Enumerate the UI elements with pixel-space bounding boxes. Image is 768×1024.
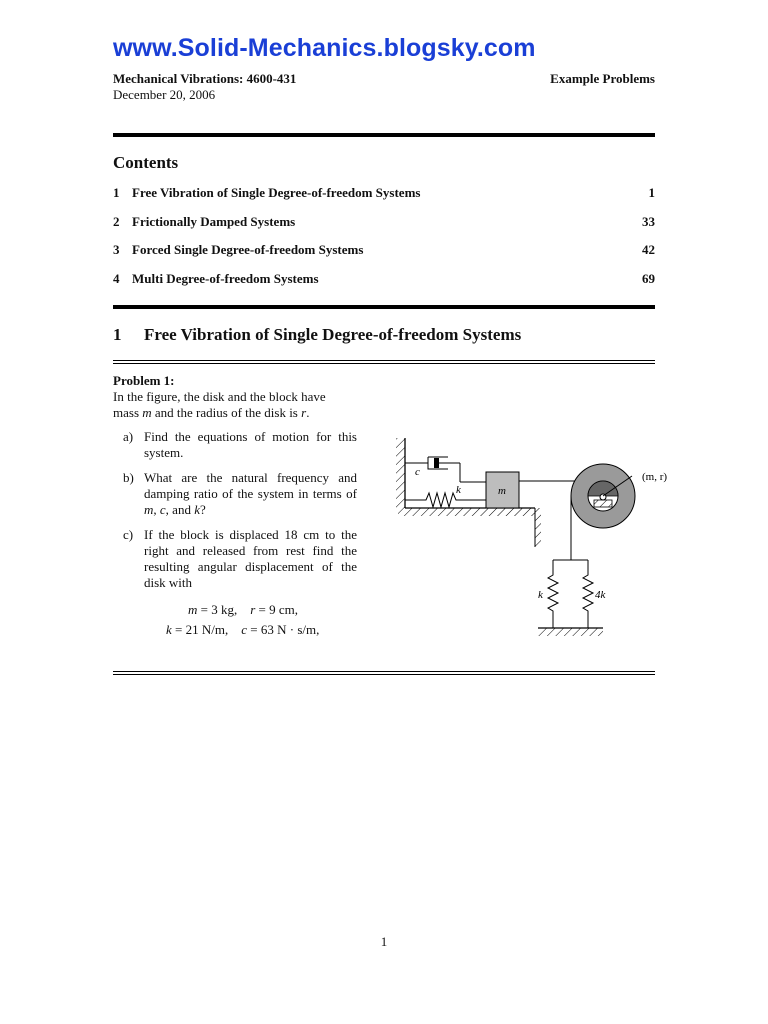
problem-item-b: [123, 470, 357, 518]
toc-entry-title: Forced Single Degree-of-freedom Systems: [132, 242, 364, 257]
spring-label: k: [456, 484, 461, 496]
problem-end-rule: [113, 671, 655, 675]
spring-right-label: 4k: [595, 589, 606, 601]
disk-pivot-support: [594, 500, 612, 507]
header-rule: [113, 133, 655, 137]
problem-intro-line-2: mass m and the radius of the disk is r.: [113, 405, 310, 420]
damper-label: c: [415, 466, 420, 478]
toc-entry-page: 33: [642, 214, 655, 229]
toc-entry-number: 2: [113, 214, 120, 229]
ground-floor: [398, 508, 541, 547]
given-values-line-2: k = 21 N/m, c = 63 N · s/m,: [166, 622, 320, 637]
bottom-ground: [538, 628, 603, 636]
item-label: b): [123, 470, 134, 485]
toc-entry-page: 1: [648, 185, 655, 200]
spring-right-vertical: [583, 560, 593, 628]
spring-left-label: k: [538, 589, 543, 601]
problem-item-c: [123, 527, 357, 591]
toc-entry-number: 3: [113, 242, 120, 257]
toc-entry-number: 4: [113, 271, 120, 286]
toc-entry-4[interactable]: [113, 271, 655, 287]
section-number: 1: [113, 325, 122, 344]
disk-label: (m, r): [642, 471, 668, 483]
site-title[interactable]: www.Solid-Mechanics.blogsky.com: [113, 34, 536, 62]
mass-label: m: [498, 485, 506, 497]
problem-label: Problem 1:: [113, 373, 175, 388]
spring-horizontal: [405, 482, 486, 507]
contents-rule: [113, 305, 655, 309]
toc-entry-page: 69: [642, 271, 655, 286]
contents-title: Contents: [113, 153, 179, 172]
spring-left-vertical: [548, 560, 558, 628]
document-type: Example Problems: [550, 71, 655, 86]
toc-entry-number: 1: [113, 185, 120, 200]
damper: [405, 457, 460, 482]
item-label: c): [123, 527, 134, 542]
document-date: December 20, 2006: [113, 87, 216, 102]
toc-entry-title: Frictionally Damped Systems: [132, 214, 296, 229]
toc-entry-title: Free Vibration of Single Degree-of-freedom Systems: [132, 185, 421, 200]
toc-entry-title: Multi Degree-of-freedom Systems: [132, 271, 319, 286]
item-text: Find the equations of motion for this system.: [144, 429, 357, 460]
item-label: a): [123, 429, 134, 444]
toc-entry-2[interactable]: [113, 214, 655, 230]
course-title: Mechanical Vibrations: 4600-431: [113, 71, 297, 86]
problem-item-a: [123, 429, 357, 461]
section-heading: Free Vibration of Single Degree-of-freedom Systems: [144, 325, 522, 344]
page-number: 1: [380, 934, 388, 949]
item-text: What are the natural frequency and damping ratio of the system in terms of m, c, and k?: [144, 470, 357, 517]
section-title: [113, 325, 521, 345]
toc-entry-page: 42: [642, 242, 655, 257]
toc-entry-1[interactable]: [113, 185, 655, 201]
problem-intro: [113, 389, 357, 421]
vibration-system-figure: [388, 430, 688, 640]
item-text: If the block is displaced 18 cm to the right and released from rest find the resulting angular displacement of the disk with: [144, 527, 357, 590]
left-wall: [396, 438, 405, 508]
section-rule: [113, 360, 655, 364]
given-values-line-1: m = 3 kg, r = 9 cm,: [188, 602, 299, 617]
problem-intro-line-1: In the figure, the disk and the block have: [113, 389, 326, 404]
toc-entry-3[interactable]: [113, 242, 655, 258]
